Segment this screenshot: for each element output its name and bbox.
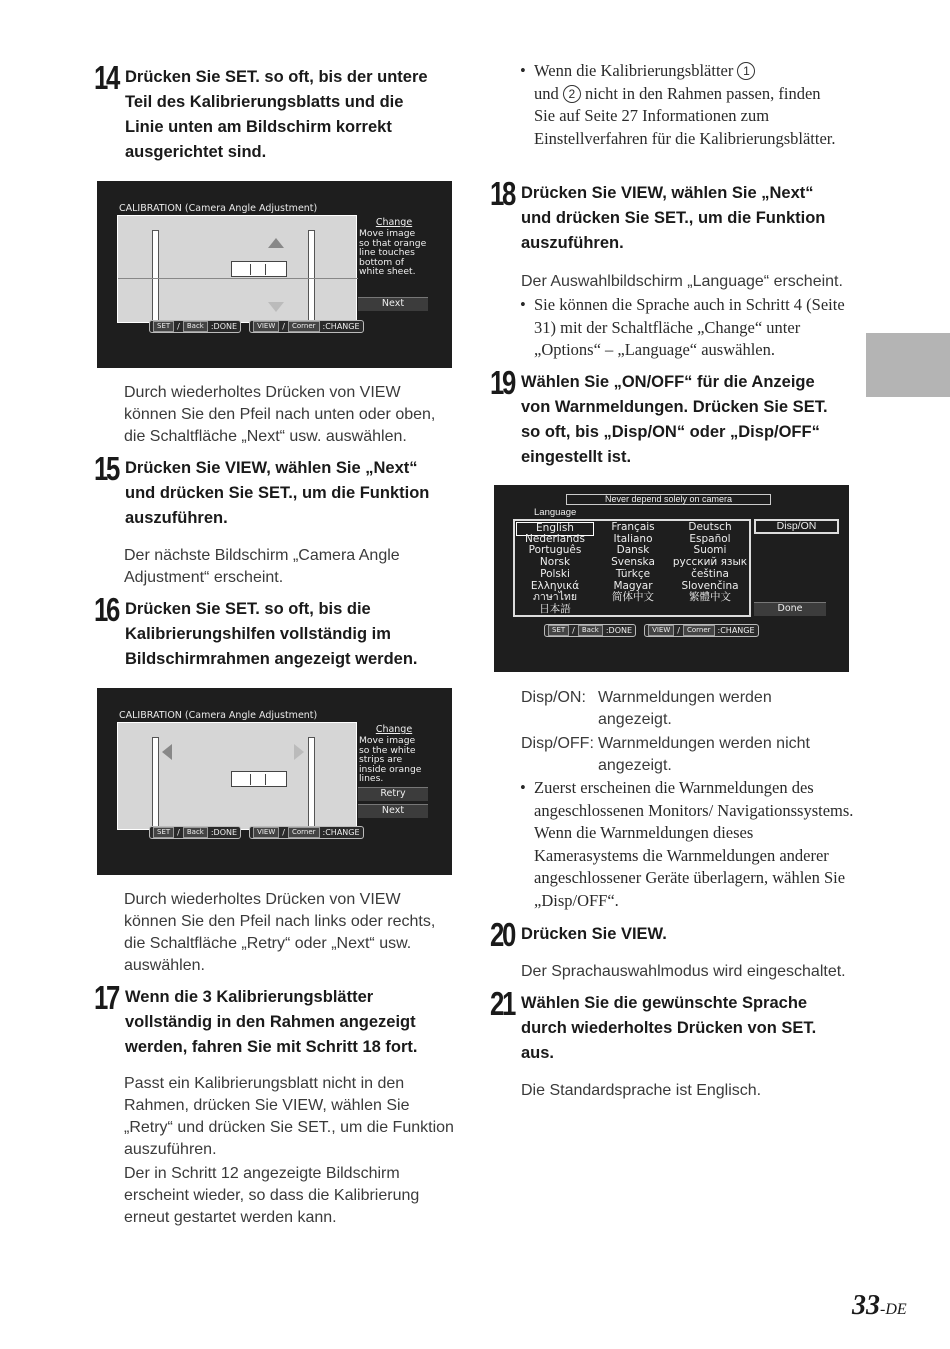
note-step-21: Die Standardsprache ist Englisch. — [521, 1082, 762, 1099]
back-key: Back — [183, 827, 208, 838]
step-number: 16 — [94, 591, 118, 628]
done-label: :DONE — [210, 322, 238, 331]
circled-number-1: 1 — [737, 62, 755, 80]
step-title: Wählen Sie „ON/OFF“ für die Anzeige von Warnmeldungen. Drücken Sie SET. so oft, bis „Disp/ON“ oder „Disp/OFF“ eingestellt ist. — [521, 373, 828, 466]
language-option[interactable]: Dansk — [616, 544, 650, 557]
step-number: 17 — [94, 979, 118, 1016]
bullet-text-part: nicht in den Rahmen passen, finden Sie auf Seite 27 Informationen zum Einstellverfahren für die Kalibrierungsblätter. — [534, 83, 836, 148]
instruction-line: inside orange — [359, 763, 422, 775]
calibration-screenshot-1 — [97, 181, 452, 368]
language-option[interactable]: ภาษาไทย — [533, 591, 577, 604]
bullet-dot: • — [520, 778, 526, 797]
page-number-value: 33 — [852, 1290, 880, 1321]
calibration-strip-right — [308, 737, 315, 832]
page-number-suffix: -DE — [880, 1301, 907, 1318]
view-corner-key: VIEW / Corner :CHANGE — [644, 624, 758, 637]
instruction-line: so that orange — [359, 237, 427, 249]
instruction-line: Move image — [359, 735, 416, 747]
camera-view-area — [117, 215, 357, 323]
bullet-dot: • — [520, 295, 526, 314]
language-screenshot — [494, 485, 849, 672]
note-step-14: Durch wiederholtes Drücken von VIEW können Sie den Pfeil nach unten oder oben, die Schaltfläche „Next“ usw. auswählen. — [124, 384, 436, 445]
set-back-key: SET / Back :DONE — [149, 826, 241, 839]
language-option[interactable]: Português — [528, 544, 582, 557]
circled-number-2: 2 — [563, 85, 581, 103]
language-option[interactable]: 日本語 — [539, 602, 571, 615]
change-label: :CHANGE — [322, 322, 360, 331]
language-option[interactable]: Suomi — [693, 544, 727, 557]
section-tab — [866, 333, 950, 397]
step-21 — [490, 985, 860, 1066]
calibration-sheet — [231, 771, 287, 787]
language-option[interactable]: Nederlands — [525, 532, 585, 545]
step-number: 19 — [490, 364, 514, 401]
language-option[interactable]: 简体中文 — [612, 591, 654, 604]
note-step-20: Der Sprachauswahlmodus wird eingeschaltet. — [521, 963, 846, 980]
corner-key: Corner — [288, 827, 320, 838]
note-step-17b: Der in Schritt 12 angezeigte Bildschirm erscheint wieder, so dass die Kalibrierung erneut gestartet werden kann. — [124, 1165, 420, 1226]
disp-on-label: Disp/ON: — [521, 689, 586, 706]
view-key: VIEW — [648, 625, 674, 636]
page-number — [852, 1290, 907, 1322]
back-key: Back — [578, 625, 603, 636]
step-15 — [94, 450, 464, 531]
disp-off-text: Warnmeldungen werden nicht angezeigt. — [598, 735, 810, 774]
step-title: Wählen Sie die gewünschte Sprache durch wiederholtes Drücken von SET. aus. — [521, 994, 817, 1062]
language-option[interactable]: Svenska — [611, 556, 655, 569]
step-16 — [94, 591, 464, 672]
key-hint-bar — [544, 624, 759, 637]
done-label: :DONE — [605, 626, 633, 635]
step-number: 14 — [94, 59, 118, 96]
language-option[interactable]: 繁體中文 — [689, 591, 731, 604]
change-label: Change — [375, 217, 413, 228]
set-key: SET — [153, 321, 174, 332]
change-label: Change — [375, 724, 413, 735]
set-back-key: SET / Back :DONE — [149, 320, 241, 333]
language-option[interactable]: Español — [689, 532, 731, 545]
corner-key: Corner — [683, 625, 715, 636]
step-number: 21 — [490, 985, 514, 1022]
note-step-18: Der Auswahlbildschirm „Language“ erscheint. — [521, 273, 843, 290]
step-title: Wenn die 3 Kalibrierungsblätter vollständig in den Rahmen angezeigt werden, fahren Sie mit Schritt 18 fort. — [125, 988, 418, 1056]
instruction-line: white sheet. — [359, 266, 416, 278]
orange-guide-line — [118, 278, 358, 279]
language-option[interactable]: Ελληνικά — [530, 579, 580, 592]
done-button[interactable]: Done — [754, 602, 826, 616]
note-step-17a: Passt ein Kalibrierungsblatt nicht in den Rahmen, drücken Sie VIEW, wählen Sie „Retry“ und drücken Sie SET., um die Funktion auszuführen. — [124, 1075, 454, 1158]
note-step-16: Durch wiederholtes Drücken von VIEW können Sie den Pfeil nach links oder rechts, die Schaltfläche „Retry“ oder „Next“ usw. auswählen. — [124, 891, 436, 974]
screen-title: CALIBRATION (Camera Angle Adjustment) — [119, 710, 318, 721]
retry-button[interactable]: Retry — [358, 787, 428, 801]
instruction-line: strips are — [359, 754, 403, 766]
set-key: SET — [153, 827, 174, 838]
disp-on-text: Warnmeldungen werden angezeigt. — [598, 689, 772, 728]
back-key: Back — [183, 321, 208, 332]
step-title: Drücken Sie SET. so oft, bis der untere Teil des Kalibrierungsblatts und die Linie unten am Bildschirm korrekt ausgerichtet sind. — [125, 68, 428, 161]
bullet-text: Sie können die Sprache auch in Schritt 4 (Seite 31) mit der Schaltfläche „Change“ unter „Options“ – „Language“ auswählen. — [534, 295, 845, 359]
instruction-line: so the white — [359, 744, 416, 756]
arrow-up-icon[interactable] — [268, 238, 284, 248]
language-option[interactable]: Deutsch — [688, 521, 732, 533]
step-number: 20 — [490, 916, 514, 953]
language-label: Language — [534, 507, 577, 518]
view-key: VIEW — [253, 321, 279, 332]
disp-toggle-button[interactable]: Disp/ON — [754, 519, 839, 534]
note-step-15: Der nächste Bildschirm „Camera Angle Adjustment“ erscheint. — [124, 547, 400, 586]
key-hint-bar — [149, 320, 364, 333]
bullet-text-part: Wenn die Kalibrierungsblätter — [534, 61, 734, 80]
language-option[interactable]: Norsk — [539, 556, 571, 569]
bullet-text-part: und — [534, 83, 559, 103]
screen-title: CALIBRATION (Camera Angle Adjustment) — [119, 203, 318, 214]
set-back-key: SET / Back :DONE — [544, 624, 636, 637]
view-key: VIEW — [253, 827, 279, 838]
instruction-panel — [359, 218, 429, 276]
instruction-line: Move image — [359, 228, 416, 240]
step-20 — [490, 916, 860, 953]
language-option[interactable]: Italiano — [613, 532, 653, 545]
change-label: :CHANGE — [322, 828, 360, 837]
step-19 — [490, 364, 860, 470]
bullet-text: Zuerst erscheinen die Warnmeldungen des angeschlossenen Monitors/ Navigationssystems. Wenn die Warnmeldungen dieses Kamerasystems die Warnmeldungen anderer angeschlossener Geräte überlagern, wählen Sie „Disp/OFF“. — [534, 778, 854, 910]
calibration-screenshot-2 — [97, 688, 452, 875]
step-18 — [490, 175, 860, 256]
done-label: :DONE — [210, 828, 238, 837]
arrow-right-icon[interactable] — [294, 744, 304, 760]
next-button[interactable]: Next — [358, 297, 428, 311]
language-option[interactable]: English — [516, 522, 594, 536]
language-option[interactable]: čeština — [691, 567, 729, 580]
instruction-line: lines. — [359, 773, 384, 785]
step-title: Drücken Sie SET. so oft, bis die Kalibrierungshilfen vollständig im Bildschirmrahmen angezeigt werden. — [125, 600, 418, 668]
step-number: 15 — [94, 450, 118, 487]
bullet-dot: • — [520, 61, 526, 80]
disp-off-label: Disp/OFF: — [521, 735, 594, 752]
change-label: :CHANGE — [717, 626, 755, 635]
corner-key: Corner — [288, 321, 320, 332]
calibration-strip-left — [152, 737, 159, 832]
language-option[interactable]: русский язык — [672, 556, 748, 569]
camera-view-area — [117, 722, 357, 830]
step-14 — [94, 59, 464, 165]
step-title: Drücken Sie VIEW. — [521, 925, 667, 943]
view-corner-key: VIEW / Corner :CHANGE — [249, 826, 363, 839]
view-corner-key: VIEW / Corner :CHANGE — [249, 320, 363, 333]
step-title: Drücken Sie VIEW, wählen Sie „Next“ und drücken Sie SET., um die Funktion auszuführen. — [125, 459, 430, 527]
language-option[interactable]: Slovenčina — [681, 579, 739, 592]
language-option[interactable]: Magyar — [613, 579, 653, 592]
instruction-line: bottom of — [359, 256, 405, 268]
bullet-text — [534, 60, 840, 150]
instruction-line: line touches — [359, 247, 415, 259]
warning-banner: Never depend solely on camera — [566, 494, 771, 505]
next-button[interactable]: Next — [358, 804, 428, 818]
key-hint-bar — [149, 826, 364, 839]
step-17 — [94, 979, 464, 1060]
bullet-step-19 — [520, 777, 855, 912]
instruction-panel — [359, 725, 429, 783]
calibration-sheet — [231, 261, 287, 277]
language-option[interactable]: Türkçe — [615, 567, 651, 580]
bullet-step-18 — [520, 294, 845, 362]
set-key: SET — [548, 625, 569, 636]
arrow-down-icon[interactable] — [268, 302, 284, 312]
step-title: Drücken Sie VIEW, wählen Sie „Next“ und drücken Sie SET., um die Funktion auszuführen. — [521, 184, 826, 252]
language-option[interactable]: Français — [611, 521, 655, 533]
step-number: 18 — [490, 175, 514, 212]
bullet-calibration-sheets — [520, 60, 840, 150]
arrow-left-icon[interactable] — [162, 744, 172, 760]
language-option[interactable]: Polski — [540, 567, 570, 580]
